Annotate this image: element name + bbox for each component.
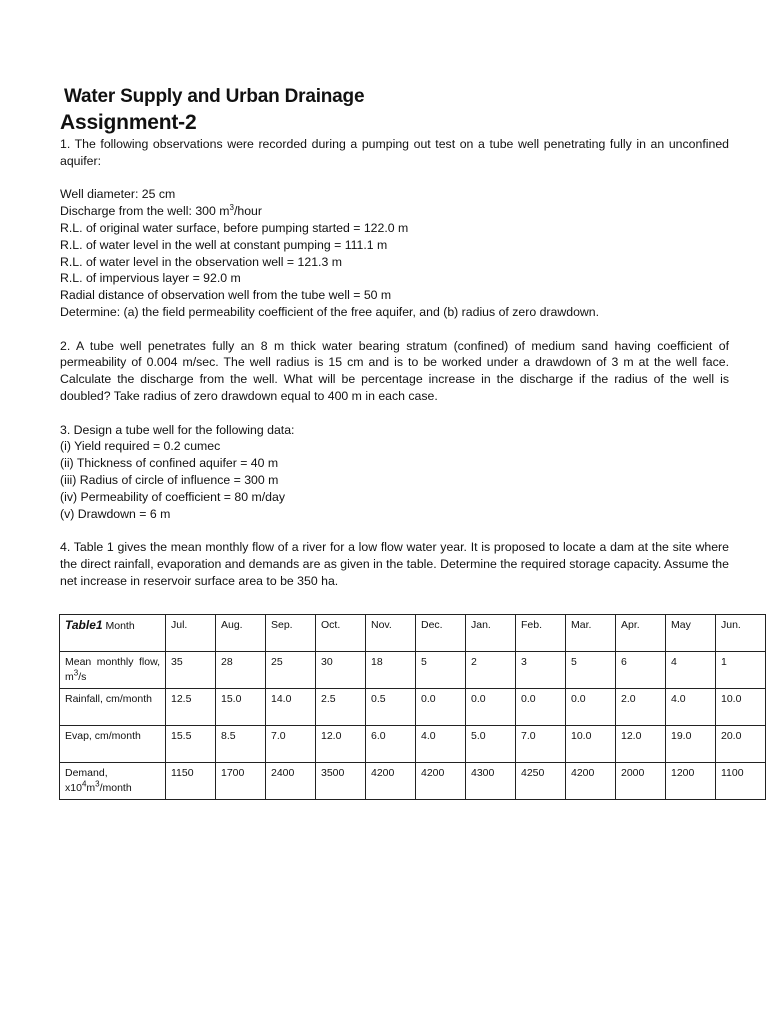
q3-line-3: (iii) Radius of circle of influence = 300 m — [60, 472, 279, 487]
table-row-evap — [60, 726, 766, 763]
flow-cell: 4 — [666, 652, 716, 689]
q3-line-1: (i) Yield required = 0.2 cumec — [60, 439, 221, 454]
q1-line-6: R.L. of impervious layer = 92.0 m — [60, 271, 241, 286]
month-header-cell: Nov. — [366, 615, 416, 652]
demand-cell: 3500 — [316, 763, 366, 800]
q3-line-2: (ii) Thickness of confined aquifer = 40 m — [60, 456, 279, 471]
month-header-cell: Oct. — [316, 615, 366, 652]
evap-cell: 12.0 — [616, 726, 666, 763]
q1-line-8: Determine: (a) the field permeability coefficient of the free aquifer, and (b) radius of zero drawdown. — [60, 304, 600, 319]
month-header-cell: Jan. — [466, 615, 516, 652]
rainfall-cell: 2.5 — [316, 689, 366, 726]
flow-cell: 28 — [216, 652, 266, 689]
rainfall-cell: 0.5 — [366, 689, 416, 726]
evap-cell: 10.0 — [566, 726, 616, 763]
rainfall-cell: 4.0 — [666, 689, 716, 726]
q3-line-4: (iv) Permeability of coefficient = 80 m/day — [60, 489, 285, 504]
assignment-body — [60, 136, 729, 590]
demand-cell: 1200 — [666, 763, 716, 800]
storage-data-table — [59, 614, 766, 800]
month-header-cell: Aug. — [216, 615, 266, 652]
rainfall-cell: 2.0 — [616, 689, 666, 726]
rainfall-cell: 0.0 — [516, 689, 566, 726]
evap-cell: 12.0 — [316, 726, 366, 763]
course-title: Water Supply and Urban Drainage — [64, 86, 365, 107]
month-header-cell: May — [666, 615, 716, 652]
demand-cell: 4200 — [566, 763, 616, 800]
month-header-cell: Dec. — [416, 615, 466, 652]
row-label-flow: Mean monthly flow, $m^3/s$ — [60, 652, 166, 689]
rainfall-cell: 14.0 — [266, 689, 316, 726]
demand-cell: 2400 — [266, 763, 316, 800]
table-header-row — [60, 615, 766, 652]
q3-line-5: (v) Drawdown = 6 m — [60, 506, 171, 521]
demand-cell: 1150 — [166, 763, 216, 800]
flow-cell: 2 — [466, 652, 516, 689]
table-row-rainfall — [60, 689, 766, 726]
evap-cell: 7.0 — [266, 726, 316, 763]
flow-cell: 5 — [416, 652, 466, 689]
flow-cell: 3 — [516, 652, 566, 689]
evap-cell: 20.0 — [716, 726, 766, 763]
q3-intro: 3. Design a tube well for the following data: — [60, 422, 295, 437]
rainfall-cell: 0.0 — [416, 689, 466, 726]
row-label-evap: Evap, cm/month — [60, 726, 166, 763]
month-header-cell: Jun. — [716, 615, 766, 652]
rainfall-cell: 10.0 — [716, 689, 766, 726]
month-header-cell: Feb. — [516, 615, 566, 652]
flow-cell: 5 — [566, 652, 616, 689]
evap-cell: 4.0 — [416, 726, 466, 763]
demand-cell: 4200 — [416, 763, 466, 800]
flow-cell: 25 — [266, 652, 316, 689]
demand-cell: 1700 — [216, 763, 266, 800]
row-label-demand: Demand, $x10^4m^3$/month — [60, 763, 166, 800]
q2-text: 2. A tube well penetrates fully an 8 m thick water bearing stratum (confined) of medium sand having coefficient of permeability of 0.004 m/sec. The well radius is 15 cm and is to be worked under a drawdown of 3 m at the well face. Calculate the discharge from the well. What will be percentage increase in the discharge if the radius of the well is doubled? Take radius of zero drawdown equal to 400 m in each case. — [60, 338, 729, 403]
month-header-cell: Jul. — [166, 615, 216, 652]
q1-line-7: Radial distance of observation well from the tube well = 50 m — [60, 288, 392, 303]
demand-cell: 4200 — [366, 763, 416, 800]
q1-line-2: Discharge from the well: 300 $m^3$/hour — [60, 203, 262, 219]
rainfall-cell: 12.5 — [166, 689, 216, 726]
assignment-title: Assignment-2 — [60, 111, 197, 134]
flow-cell: 30 — [316, 652, 366, 689]
rainfall-cell: 0.0 — [566, 689, 616, 726]
flow-cell: 35 — [166, 652, 216, 689]
q4-text: 4. Table 1 gives the mean monthly flow of a river for a low flow water year. It is proposed to locate a dam at the site where the direct rainfall, evaporation and demands are as given in the table. Determine the required storage capacity. Assume the net increase in reservoir surface area to be 350 ha. — [60, 540, 729, 588]
evap-cell: 8.5 — [216, 726, 266, 763]
demand-cell: 2000 — [616, 763, 666, 800]
evap-cell: 5.0 — [466, 726, 516, 763]
demand-cell: 1100 — [716, 763, 766, 800]
table-corner-cell: Table1 Month — [60, 615, 166, 652]
flow-cell: 18 — [366, 652, 416, 689]
month-header-cell: Apr. — [616, 615, 666, 652]
demand-cell: 4250 — [516, 763, 566, 800]
month-header-cell: Mar. — [566, 615, 616, 652]
month-header-cell: Sep. — [266, 615, 316, 652]
q1-line-4: R.L. of water level in the well at constant pumping = 111.1 m — [60, 237, 388, 252]
evap-cell: 7.0 — [516, 726, 566, 763]
evap-cell: 15.5 — [166, 726, 216, 763]
rainfall-cell: 0.0 — [466, 689, 516, 726]
flow-cell: 1 — [716, 652, 766, 689]
rainfall-cell: 15.0 — [216, 689, 266, 726]
table-row-flow — [60, 652, 766, 689]
q1-line-5: R.L. of water level in the observation well = 121.3 m — [60, 254, 342, 269]
q1-line-3: R.L. of original water surface, before pumping started = 122.0 m — [60, 220, 409, 235]
row-label-rainfall: Rainfall, cm/month — [60, 689, 166, 726]
q1-intro: 1. The following observations were recorded during a pumping out test on a tube well penetrating fully in an unconfined aquifer: — [60, 137, 729, 168]
q1-line-1: Well diameter: 25 cm — [60, 187, 176, 202]
demand-cell: 4300 — [466, 763, 516, 800]
flow-cell: 6 — [616, 652, 666, 689]
table-row-demand — [60, 763, 766, 800]
evap-cell: 6.0 — [366, 726, 416, 763]
evap-cell: 19.0 — [666, 726, 716, 763]
